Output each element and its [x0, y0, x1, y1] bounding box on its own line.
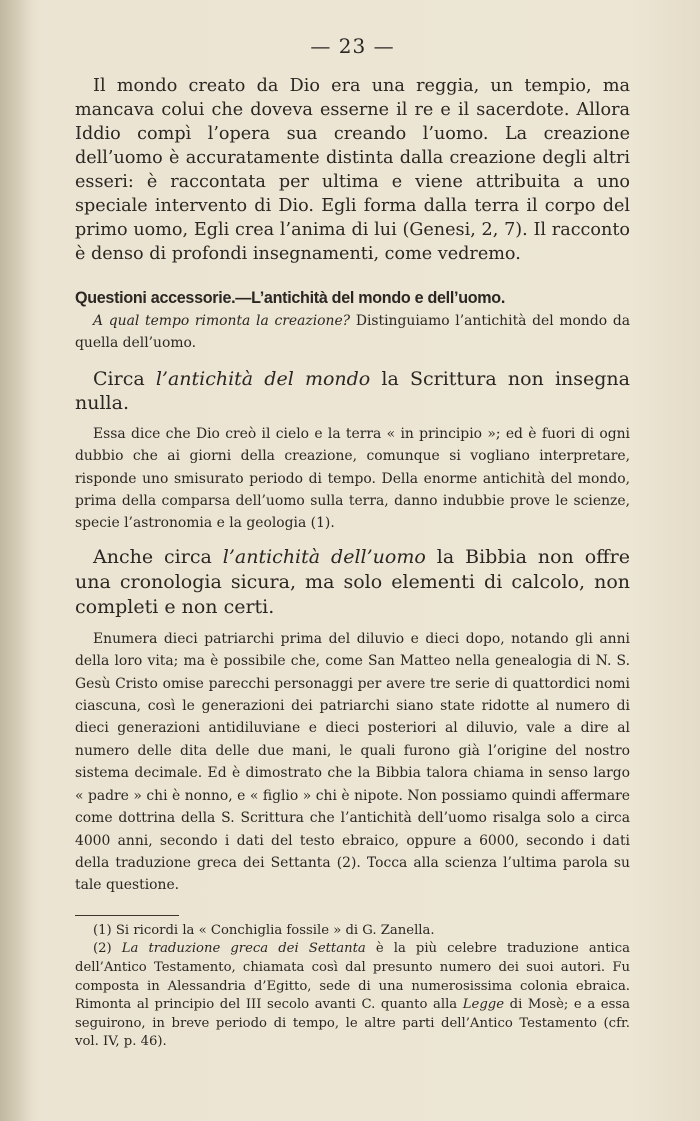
- spine-shadow: [0, 0, 32, 1121]
- world-antiquity-after: la Scrittura non insegna nulla.: [75, 367, 630, 414]
- question-italic: A qual tempo rimonta la creazione?: [93, 313, 351, 329]
- footnote-2-mid: è la più celebre traduzione antica dell’Antico Testamento, chiamata così dal presunto numero dei suoi autori. Fu composta in Alessandria d’Egitto, sede di una numerosissima colonia ebraica. Rimonta al principio del III secolo avanti C. quanto alla: [75, 941, 630, 1013]
- footnote-2-italic: La traduzione greca dei Settanta: [121, 941, 366, 957]
- man-antiquity-statement: [75, 545, 630, 620]
- question-paragraph: [75, 310, 630, 355]
- man-antiquity-italic: l’antichità dell’uomo: [222, 545, 426, 568]
- world-antiquity-italic: l’antichità del mondo: [155, 367, 371, 390]
- intro-paragraph: Il mondo creato da Dio era una reggia, un tempio, ma mancava colui che doveva esserne il re e il sacerdote. Allora Iddio compì l’opera sua creando l’uomo. La creazione dell’uomo è accuratamente distinta dalla creazione degli altri esseri: è raccontata per ultima e viene attribuita a uno speciale intervento di Dio. Egli forma dalla terra il corpo del primo uomo, Egli crea l’anima di lui (Genesi, 2, 7). Il racconto è denso di profondi insegnamenti, come vedremo.: [75, 76, 630, 264]
- footnote-1: (1) Si ricordi la « Conchiglia fossile » di G. Zanella.: [93, 922, 435, 938]
- footnote-2-prefix: (2): [93, 941, 122, 957]
- world-antiquity-before: Circa: [93, 367, 156, 390]
- footnote-divider: [75, 915, 179, 916]
- world-antiquity-statement: [75, 367, 630, 415]
- man-antiquity-before: Anche circa: [93, 545, 223, 568]
- footnote-2-end: di Mosè; e a essa seguirono, in breve periodo di tempo, le altre parti dell’Antico Testamento (cfr. vol. IV, p. 46).: [75, 997, 630, 1050]
- man-paragraph: Enumera dieci patriarchi prima del diluvio e dieci dopo, notando gli anni della loro vita; ma è possibile che, come San Matteo nella genealogia di N. S. Gesù Cristo omise parecchi personaggi per avere tre serie di quattordici nomi ciascuna, così le generazioni dei patriarchi siano state ridotte al numero di dieci generazioni antidiluviane e dieci posteriori al diluvio, vale a dire al numero delle dita delle due mani, le quali furono già l’origine del nostro sistema decimale. Ed è dimostrato che la Bibbia talora chiama in senso largo « padre » chi è nonno, e « figlio » chi è nipote. Non possiamo quindi affermare come dottrina della S. Scrittura che l’antichità dell’uomo risalga solo a circa 4000 anni, secondo i dati del testo ebraico, oppure a 6000, secondo i dati della traduzione greca dei Settanta (2). Tocca alla scienza l’ultima parola su tale questione.: [75, 630, 630, 894]
- page-content: [75, 34, 630, 1052]
- footnote-2: [75, 940, 630, 1052]
- footnote-2-italic-legge: Legge: [462, 997, 505, 1013]
- world-paragraph: Essa dice che Dio creò il cielo e la terra « in principio »; ed è fuori di ogni dubbio che ai giorni della creazione, comunque si vogliano interpretare, risponde uno smisurato periodo di tempo. Della enorme antichità del mondo, prima della comparsa dell’uomo sulla terra, danno indubbie prove le scienze, specie l’astronomia e la geologia (1).: [75, 425, 630, 532]
- man-antiquity-after: la Bibbia non offre una cronologia sicura, ma solo elementi di calcolo, non completi e non certi.: [75, 545, 630, 618]
- question-rest: Distinguiamo l’antichità del mondo da quella dell’uomo.: [75, 313, 630, 352]
- section-heading: Questioni accessorie.—L’antichità del mondo e dell’uomo.: [75, 288, 506, 307]
- page-number: — 23 —: [310, 34, 395, 58]
